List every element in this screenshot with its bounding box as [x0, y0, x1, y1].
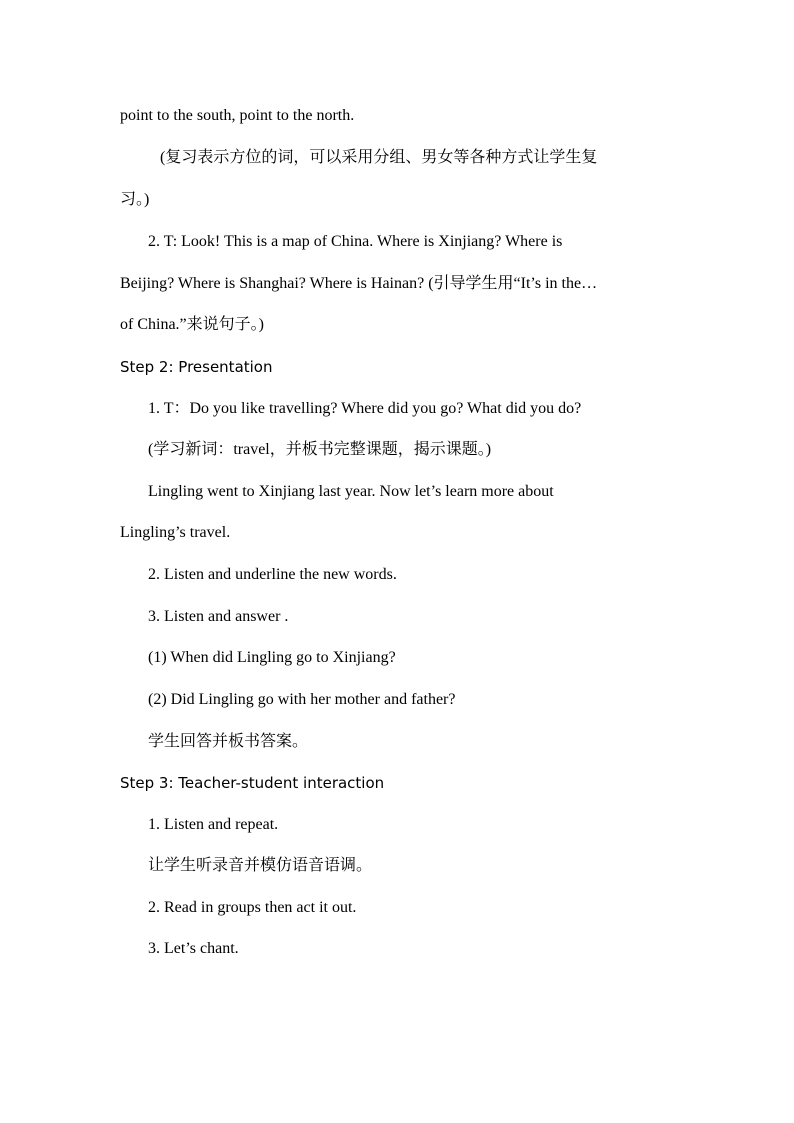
text-line: of China.”来说句子。) — [120, 316, 264, 333]
text-line: (学习新词：travel，并板书完整课题，揭示课题。) — [148, 441, 492, 458]
text-line: 1. Listen and repeat. — [148, 816, 279, 833]
text-line: 3. Listen and answer . — [148, 608, 289, 625]
section-heading: Step 2: Presentation — [120, 358, 273, 376]
text-line: 3. Let’s chant. — [148, 940, 239, 957]
text-line: 让学生听录音并模仿语音语调。 — [148, 857, 373, 874]
text-line: point to the south, point to the north. — [120, 107, 355, 124]
text-line: 习。) — [120, 191, 150, 208]
text-line: (复习表示方位的词，可以采用分组、男女等各种方式让学生复 — [160, 149, 598, 166]
text-line: 2. T: Look! This is a map of China. Where is Xinjiang? Where is — [148, 233, 563, 250]
text-line: 1. T：Do you like travelling? Where did you go? What did you do? — [148, 400, 582, 417]
text-line: 2. Read in groups then act it out. — [148, 899, 357, 916]
section-heading: Step 3: Teacher-student interaction — [120, 774, 385, 792]
text-line: Beijing? Where is Shanghai? Where is Hainan? (引导学生用“It’s in the… — [120, 275, 598, 292]
text-line: 学生回答并板书答案。 — [148, 733, 309, 750]
text-line: Lingling’s travel. — [120, 524, 231, 541]
text-line: (1) When did Lingling go to Xinjiang? — [148, 649, 396, 666]
text-line: (2) Did Lingling go with her mother and father? — [148, 691, 456, 708]
text-line: 2. Listen and underline the new words. — [148, 566, 397, 583]
text-line: Lingling went to Xinjiang last year. Now let’s learn more about — [148, 483, 554, 500]
